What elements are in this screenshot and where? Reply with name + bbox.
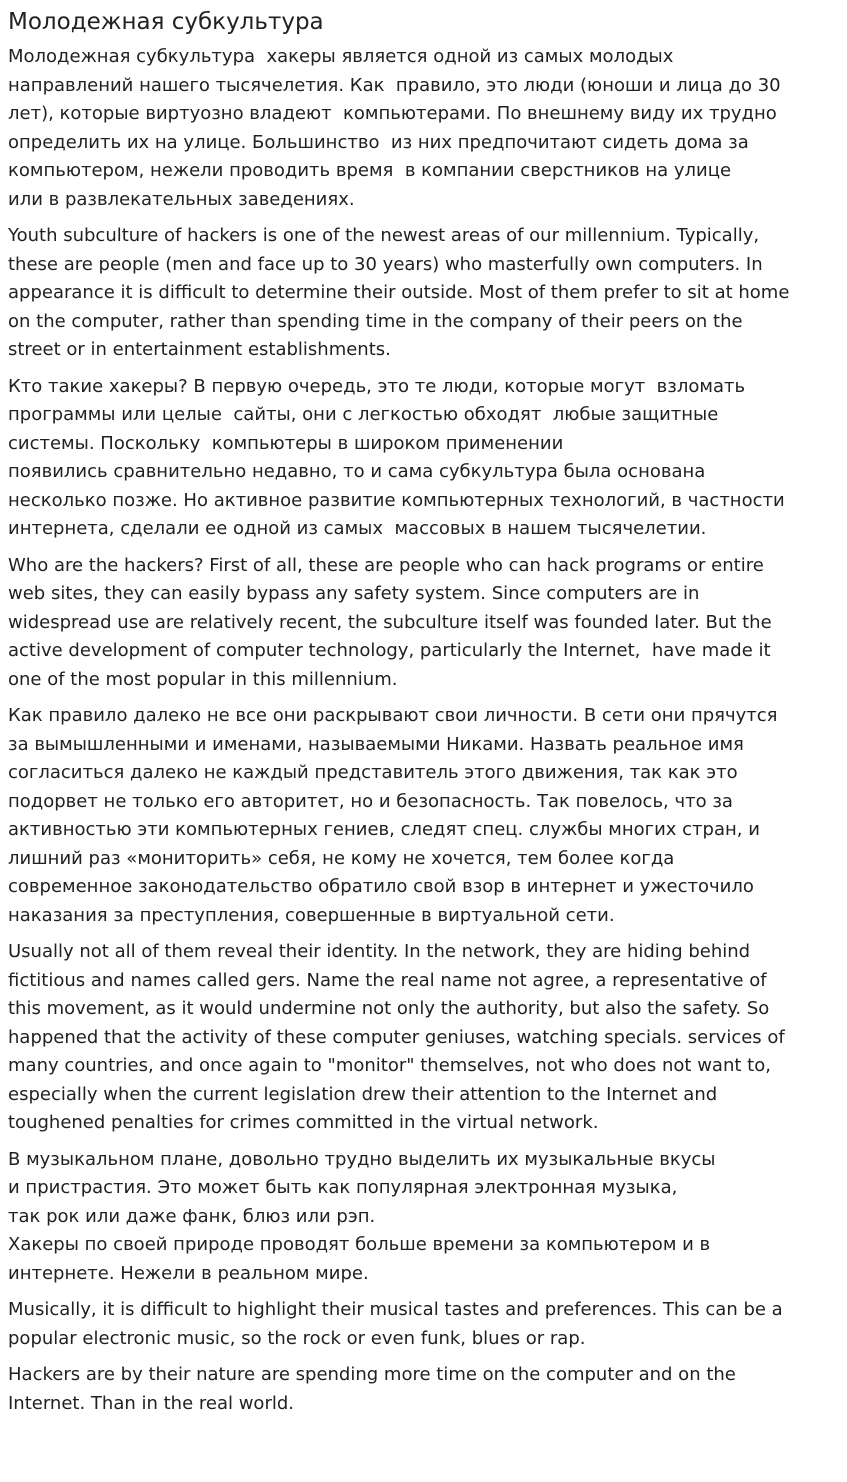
paragraph-en-nature: Hackers are by their nature are spending more time on the computer and on the Internet. Than in the real world. — [8, 1364, 736, 1414]
paragraph-ru-identity: Как правило далеко не все они раскрывают свои личности. В сети они прячутся за вымышленными и именами, называемыми Никами. Назвать реальное имя согласиться далеко не каждый представитель этого движения, так как это подорвет не только его авторитет, но и безопасность. Так повелось, что за активностью эти компьютерных гениев, следят спец. службы многих стран, и лишний раз «мониторить» себя, не кому не хочется, тем более когда современное законодательство обратило свой взор в интернет и ужесточило наказания за преступления, совершенные в виртуальной сети. — [8, 705, 778, 926]
paragraph-ru-who: Кто такие хакеры? В первую очередь, это те люди, которые могут взломать программы или целые сайты, они с легкостью обходят любые защитные системы. Поскольку компьютеры в широком применении появились сравнительно недавно, то и сама субкультура была основана несколько позже. Но активное развитие компьютерных технологий, в частности интернета, сделали ее одной из самых массовых в нашем тысячелетии. — [8, 375, 785, 539]
page-title: Молодежная субкультура — [8, 9, 324, 35]
paragraph-ru-music: В музыкальном плане, довольно трудно выделить их музыкальные вкусы и пристрастия. Это может быть как популярная электронная музыка, так рок или даже фанк, блюз или рэп. Хакеры по своей природе проводят больше времени за компьютером и в интернете. Нежели в реальном мире. — [8, 1148, 716, 1284]
paragraph-en-music: Musically, it is difficult to highlight their musical tastes and preferences. This can be a popular electronic music, so the rock or even funk, blues or rap. — [8, 1299, 783, 1349]
paragraph-ru-intro: Молодежная субкультура хакеры является одной из самых молодых направлений нашего тысячелетия. Как правило, это люди (юноши и лица до 30 лет), которые виртуозно владеют компьютерами. По внешнему виду их трудно определить их на улице. Большинство из них предпочитают сидеть дома за компьютером, нежели проводить время в компании сверстников на улице или в развлекательных заведениях. — [8, 46, 781, 210]
paragraph-en-identity: Usually not all of them reveal their identity. In the network, they are hiding behind fictitious and names called gers. Name the real name not agree, a representative of this movement, as it would undermine not only the authority, but also the safety. So happened that the activity of these computer geniuses, watching specials. services of many countries, and once again to "monitor" themselves, not who does not want to, especially when the current legislation drew their attention to the Internet and toughened penalties for crimes committed in the virtual network. — [8, 941, 785, 1133]
paragraph-en-who: Who are the hackers? First of all, these are people who can hack programs or entire web sites, they can easily bypass any safety system. Since computers are in widespread use are relatively recent, the subculture itself was founded later. But the active development of computer technology, particularly the Internet, have made it one of the most popular in this millennium. — [8, 554, 772, 690]
paragraph-en-intro: Youth subculture of hackers is one of the newest areas of our millennium. Typically, these are people (men and face up to 30 years) who masterfully own computers. In appearance it is difficult to determine their outside. Most of them prefer to sit at home on the computer, rather than spending time in the company of their peers on the street or in entertainment establishments. — [8, 225, 790, 360]
